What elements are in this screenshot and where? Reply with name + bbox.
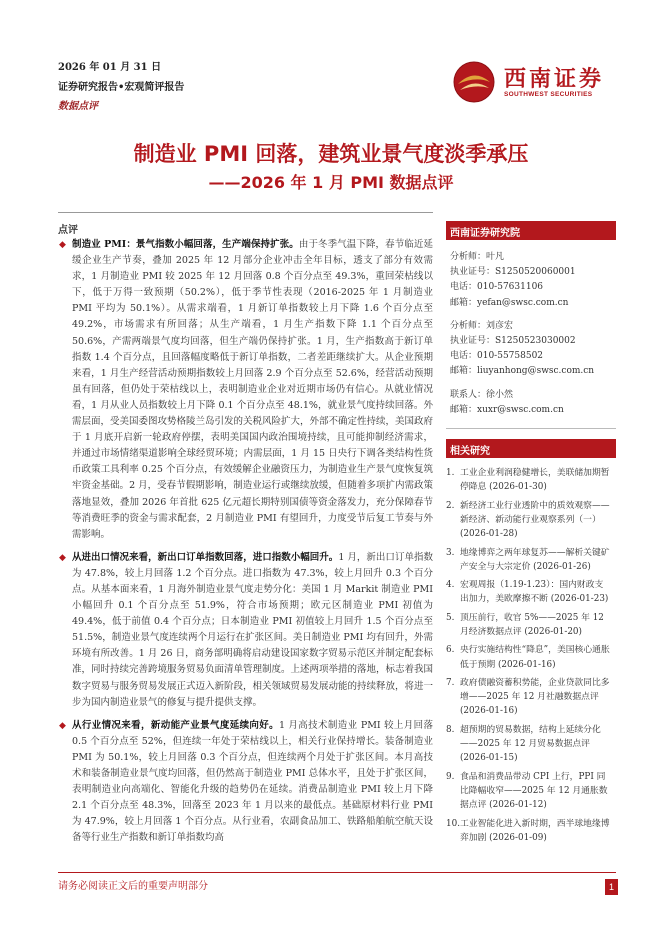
footer-disclaimer: 请务必阅读正文后的重要声明部分 [58, 881, 208, 892]
list-item[interactable]: 3. 地缘博弈之两年球复苏——解析关键矿产安全与大宗定价 (2026-01-26) [446, 547, 610, 572]
paragraph-text: 1 月，新出口订单指数为 47.8%，较上月回落 1.2 个百分点。进口指数为 47.3%，较上月回升 0.3 个百分点。从基本面来看，1 月海外制造业景气度走势分化：美国 1 月 Markit 制造业 PMI 小幅回升 0.1 个百分点至 51.9%，符合市场预期；欧元区制造业 PMI 初值为 49.4%，低于前值 0.4 个百分点；日本制造业 PMI 初值较上月回升 1.5 个百分点至 51.5%，制造业景气度连续两个月运行在扩张区间。美日制造业 PMI 均有回升，外需环境有所改善。1 月 26 日，商务部明确将启动建设国家数字贸易示范区并制定配套标准，同时持续完善跨境服务贸易负面清单管理制度。上述两项举措的落地，标志着我国数字贸易与服务贸易发展正式迈入新阶段，相关领域贸易发展动能的持续释放，将进一步为国内制造业景气的修复与提升提供支撑。 [72, 551, 434, 708]
analyst-name: 分析师：叶凡 [450, 252, 505, 262]
analyst-license: 执业证号：S1250520060001 [450, 267, 576, 278]
report-category: 数据点评 [58, 101, 98, 112]
sidebar-header: 西南证券研究院 [446, 221, 616, 240]
report-date: 2026 年 01 月 31 日 [58, 62, 162, 73]
list-item[interactable]: 10. 工业智能化进入新时期，西半球地缘博弈加剧 (2026-01-09) [446, 818, 610, 843]
related-research-header: 相关研究 [446, 439, 616, 458]
list-item[interactable]: 5. 顶压前行，收官 5%——2025 年 12 月经济数据点评 (2026-01-20) [446, 612, 604, 637]
analyst-license: 执业证号：S1250523030002 [450, 336, 576, 347]
report-type: 证券研究报告•宏观简评报告 [58, 82, 185, 93]
paragraph-lead: 从进出口情况来看，新出口订单指数回落，进口指数小幅回升。 [72, 551, 339, 563]
paragraph-lead: 制造业 PMI：景气指数小幅回落，生产端保持扩张。 [72, 239, 299, 250]
divider [446, 428, 616, 429]
list-item[interactable]: 9. 食品和消费品带动 CPI 上行，PPI 同比降幅收窄——2025 年 12 月通胀数据点评 (2026-01-12) [446, 771, 608, 811]
list-item[interactable]: 2. 新经济工业行业透阶中的质效观察——新经济、新动能行业观察系列（一） (2026-01-28) [446, 500, 610, 540]
analyst-name: 分析师：刘彦宏 [450, 320, 514, 331]
page-title: 制造业 PMI 回落，建筑业景气度淡季承压 [133, 142, 529, 166]
southwest-logo-icon [452, 60, 496, 104]
bullet-diamond-icon: ◆ [59, 552, 66, 563]
list-item[interactable]: 4. 宏观周报（1.19-1.23）：国内财政支出加力，美欧摩擦不断 (2026-01-23) [446, 580, 609, 605]
analyst-contacts [446, 240, 616, 424]
footer-divider [58, 872, 616, 873]
main-body [58, 237, 433, 853]
paragraph-text: 1 月高技术制造业 PMI 较上月回落 0.5 个百分点至 52%，但连续一年处于荣枯线以上，相关行业保持增长。装备制造业 PMI 为 50.1%，较上月回落 0.3 个百分点，但连续两个月处于扩张区间。本月高技术和装备制造业景气度均回落，但仍然高于制造业 PMI 总体水平，且处于扩张区间，表明制造业向高端化、智能化升级的趋势仍在延续。消费品制造业 PMI 较上月下降 2.1 个百分点至 48.3%，回落至 2023 年 1 月以来的最低点。基础原材料行业 PMI 为 47.9%，较上月回落 1 个百分点。从行业看，农副食品加工、铁路船舶航空航天设备等行业生产指数和新订单指数均高 [72, 719, 433, 844]
paragraph [58, 237, 433, 543]
list-item[interactable]: 7. 政府债融资蓄积势能，企业贷款同比多增——2025 年 12 月社融数据点评 (2026-01-16) [446, 677, 610, 717]
paragraph-text: 由于冬季气温下降，春节临近延缓企业生产节奏，叠加 2025 年 12 月部分企业冲击全年目标，透支了部分有效需求，1 月制造业 PMI 较 2025 年 12 月回落 0.8 个百分点至 49.3%，重回荣枯线以下，低于万得一致预期（50.2%），低于季节性表现（2016-2025 年 1 月制造业 PMI 平均为 50.1%）。从需求端看，1 月新订单指数较上月下降 1.6 个百分点至 49.2%，市场需求有所回落；从生产端看，1 月生产指数下降 1.1 个百分点至 50.6%，产需两端景气度均回落，但生产端仍保持扩张。1 月，生产指数高于新订单指数 1.4 个百分点，且回落幅度略低于新订单指数，二者差距继续扩大。从企业预期来看，1 月生产经营活动预期指数较上月回落 2.9 个百分点至 52.6%，经营活动预期虽有回落，但仍处于荣枯线以上，表明制造业企业对近期市场仍有信心。从就业情况看，1 月从业人员指数较上月下降 0.1 个百分点至 48.1%，就业景气度持续回落。外需层面，受美国委图攻势格陵兰岛引发的关税风险扩大，外部不确定性持续，美国政府于 1 月底开启新一轮政府停摆，表明美国国内政治围境持续，且可能抑制经济需求，并通过市场情绪渠道影响全球经贸环境；内需层面，1 月 15 日央行下调各类结构性货币政策工具利率 0.25 个百分点，有效缓解企业融资压力，为制造业生产景气度恢复筑牢资金基础。2 月，受春节假期影响，制造业运行或继续放缓，但随着多项扩内需政策落地显效，叠加 2026 年首批 625 亿元超长期特别国债等资金落发力，充分保障春节等消费旺季的资金与需求配套，2 月制造业 PMI 有望回升，力度受节后复工节奏与外需影响。 [72, 239, 434, 540]
page-subtitle: ——2026 年 1 月 PMI 数据点评 [208, 173, 454, 192]
paragraph [58, 550, 433, 711]
analyst-phone: 电话：010-57631106 [450, 282, 544, 293]
paragraph-lead: 从行业情况来看，新动能产业景气度延续向好。 [72, 719, 280, 731]
bullet-diamond-icon: ◆ [59, 240, 66, 250]
related-research-list [446, 458, 616, 845]
logo-name-en: SOUTHWEST SECURITIES [504, 91, 593, 98]
bullet-diamond-icon: ◆ [59, 720, 66, 731]
contact-email[interactable]: 邮箱：xuxr@swsc.com.cn [450, 404, 564, 415]
contact-name: 联系人：徐小然 [450, 389, 514, 400]
analyst-email[interactable]: 邮箱：liuyanhong@swsc.com.cn [450, 366, 595, 377]
section-label: 点评 [58, 225, 78, 236]
logo-name-cn: 西南证券 [504, 67, 605, 92]
paragraph [58, 718, 433, 847]
company-logo [452, 60, 616, 106]
page-number: 1 [605, 879, 618, 895]
analyst-phone: 电话：010-55758502 [450, 351, 544, 362]
list-item[interactable]: 6. 央行实施结构性“降息”，美国核心通胀低于预期 (2026-01-16) [446, 645, 610, 670]
analyst-email[interactable]: 邮箱：yefan@swsc.com.cn [450, 297, 569, 308]
list-item[interactable]: 8. 超预期的贸易数据，结构上延续分化——2025 年 12 月贸易数据点评 (2026-01-15) [446, 724, 601, 764]
sidebar [446, 221, 616, 849]
divider [58, 212, 433, 213]
list-item[interactable]: 1. 工业企业利润稳健增长，美联储加期暂停降息 (2026-01-30) [446, 468, 610, 493]
